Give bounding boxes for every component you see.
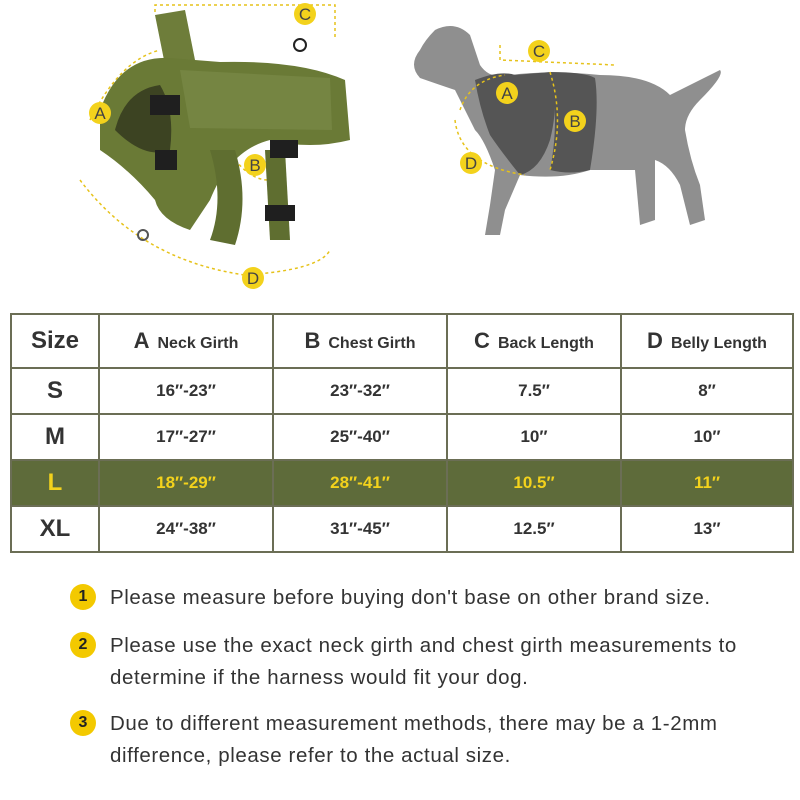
table-row <box>11 414 793 460</box>
size-cell: XL <box>11 506 99 552</box>
table-header-row <box>11 314 793 368</box>
size-cell: S <box>11 368 99 414</box>
note-text: Please use the exact neck girth and chest girth measurements to determine if the harness would fit your dog. <box>110 634 737 689</box>
neck-girth-cell: 17″-27″ <box>99 414 273 460</box>
svg-text:B: B <box>569 112 581 131</box>
back-length-cell: 12.5″ <box>447 506 621 552</box>
dog-marker-a <box>496 82 518 104</box>
belly-length-cell: 8″ <box>621 368 793 414</box>
dog-marker-d <box>460 152 482 174</box>
size-cell: L <box>11 460 99 506</box>
svg-text:A: A <box>501 84 513 103</box>
chest-girth-cell: 31″-45″ <box>273 506 447 552</box>
chest-girth-cell: 23″-32″ <box>273 368 447 414</box>
note-text: Please measure before buying don't base on other brand size. <box>110 586 711 609</box>
marker-a <box>89 102 111 124</box>
neck-girth-cell: 16″-23″ <box>99 368 273 414</box>
belly-length-cell: 10″ <box>621 414 793 460</box>
svg-text:D: D <box>464 154 478 173</box>
note-number-badge: 3 <box>70 710 96 736</box>
chest-girth-cell: 25″-40″ <box>273 414 447 460</box>
header-size: Size <box>11 314 99 368</box>
neck-girth-cell: 18″-29″ <box>99 460 273 506</box>
marker-b <box>244 154 266 176</box>
note-number-badge: 1 <box>70 584 96 610</box>
dog-marker-c <box>528 40 550 62</box>
back-length-cell: 10″ <box>447 414 621 460</box>
size-cell: M <box>11 414 99 460</box>
svg-text:A: A <box>94 104 106 123</box>
header-belly-length: D Belly Length <box>621 314 793 368</box>
note-number-badge: 2 <box>70 632 96 658</box>
table-row-highlighted <box>11 460 793 506</box>
belly-length-cell: 11″ <box>621 460 793 506</box>
header-chest-girth: B Chest Girth <box>273 314 447 368</box>
header-back-length: C Back Length <box>447 314 621 368</box>
marker-c <box>294 3 316 25</box>
note-text: Due to different measurement methods, there may be a 1-2mm difference, please refer to the actual size. <box>110 712 718 767</box>
chest-girth-cell: 28″-41″ <box>273 460 447 506</box>
belly-length-cell: 13″ <box>621 506 793 552</box>
back-length-cell: 10.5″ <box>447 460 621 506</box>
back-length-cell: 7.5″ <box>447 368 621 414</box>
marker-d <box>242 267 264 289</box>
svg-text:C: C <box>532 42 546 61</box>
neck-girth-cell: 24″-38″ <box>99 506 273 552</box>
header-neck-girth: A Neck Girth <box>99 314 273 368</box>
svg-text:D: D <box>246 269 260 288</box>
svg-text:C: C <box>298 5 312 24</box>
table-row <box>11 368 793 414</box>
dog-silhouette-illustration <box>400 20 740 260</box>
size-chart-table <box>10 313 794 553</box>
table-row <box>11 506 793 552</box>
dog-marker-b <box>564 110 586 132</box>
harness-illustration <box>60 0 390 290</box>
svg-text:B: B <box>249 156 261 175</box>
